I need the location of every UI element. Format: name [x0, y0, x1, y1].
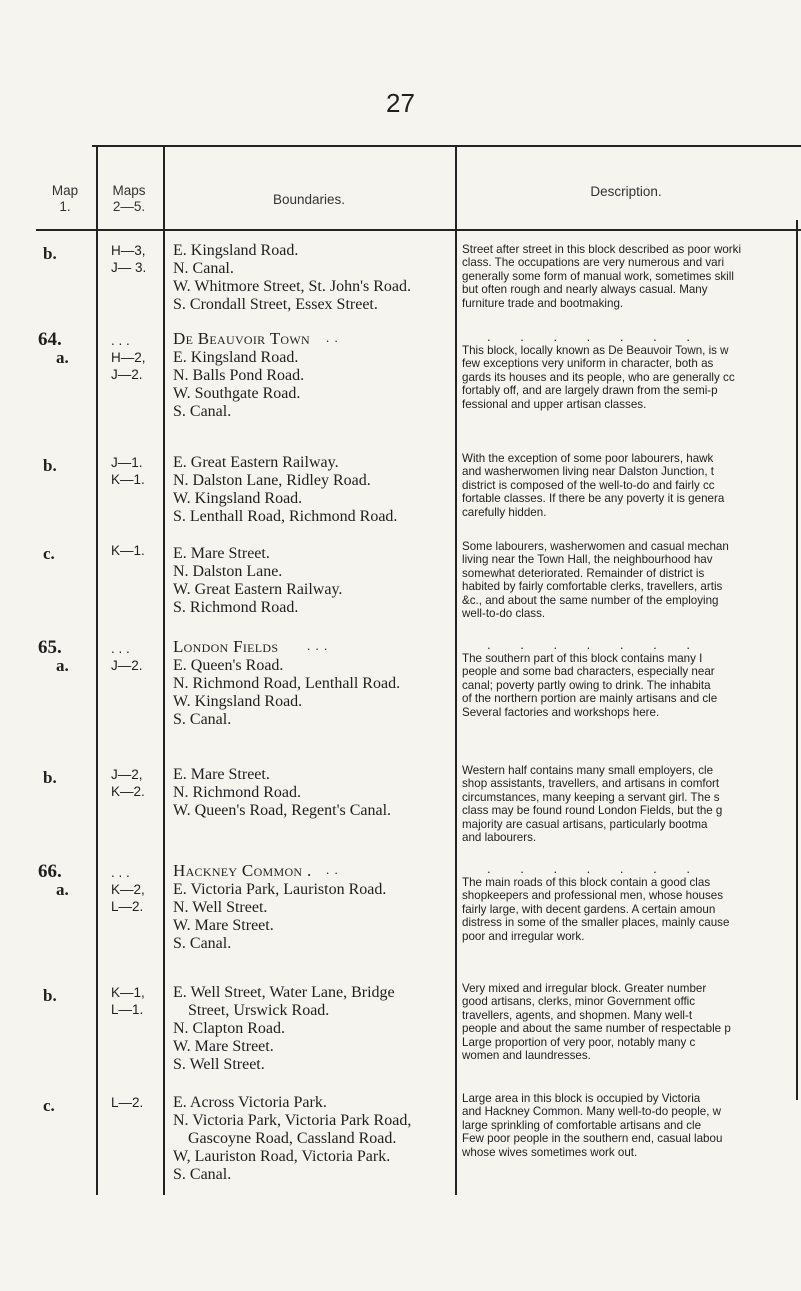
boundaries-list: London Fields E. Queen's Road. N. Richmond Road, Lenthall Road. W. Kingsland Road. S. Canal.	[173, 638, 458, 729]
sub-label: a.	[56, 656, 69, 675]
map-number: 64.	[38, 329, 62, 350]
header-maps: Maps 2—5.	[112, 183, 146, 214]
sub-label: a.	[56, 880, 69, 899]
sub-label: b.	[43, 244, 57, 263]
block-title: Hackney Common .	[173, 861, 312, 880]
description-text: Very mixed and irregular block. Greater number good artisans, clerks, minor Government offic travellers, agents, and shopmen. Many well-t people and about the same number of respectable p Large proportion of very poor, notably many c women and laundresses.	[462, 982, 731, 1063]
boundaries-list: Hackney Common . E. Victoria Park, Lauriston Road. N. Well Street. W. Mare Street. S. Canal.	[173, 862, 458, 953]
col-rule-2	[163, 145, 165, 1195]
header-map: Map 1.	[51, 183, 79, 214]
sub-label: b.	[43, 768, 57, 787]
maps-ref: K—1.	[111, 543, 145, 558]
description-text: Western half contains many small employers, cle shop assistants, travellers, and artisans in comfort circumstances, many keeping a servant girl. The s class may be found round London Fields, but the g majority are casual artisans, particularly bootma and labourers.	[462, 764, 723, 845]
maps-ref: J—2, K—2.	[111, 767, 145, 799]
maps-ref: . . . J—2.	[111, 641, 143, 673]
boundaries-list: De Beauvoir Town E. Kingsland Road. N. Balls Pond Road. W. Southgate Road. S. Canal.	[173, 330, 458, 421]
maps-ref: K—1, L—1.	[111, 985, 145, 1017]
header-rule	[36, 229, 801, 231]
top-rule	[92, 145, 801, 147]
maps-ref: . . . K—2, L—2.	[111, 865, 145, 914]
boundaries-list: E. Great Eastern Railway. N. Dalston Lane, Ridley Road. W. Kingsland Road. S. Lenthall Road, Richmond Road.	[173, 454, 398, 525]
map-number: 65.	[38, 637, 62, 658]
description-text: Large area in this block is occupied by Victoria and Hackney Common. Many well-to-do people, w large sprinkling of comfortable artisans and cle Few poor people in the southern end, casual labou whose wives sometimes work out.	[462, 1092, 723, 1159]
boundaries-list: E. Across Victoria Park. N. Victoria Park, Victoria Park Road, Gascoyne Road, Cassland Road. W, Lauriston Road, Victoria Park. S. Canal.	[173, 1094, 412, 1183]
block-title: London Fields	[173, 637, 279, 656]
description-text: With the exception of some poor labourers, hawk and washerwomen living near Dalston Junction, t district is composed of the well-to-do and fairly cc fortable classes. If there be any poverty it is genera carefully hidden.	[462, 452, 725, 519]
maps-ref: . . . H—2, J—2.	[111, 333, 146, 382]
sub-label: a.	[56, 348, 69, 367]
maps-ref: L—2.	[111, 1095, 144, 1110]
boundaries-list: E. Mare Street. N. Dalston Lane. W. Great Eastern Railway. S. Richmond Road.	[173, 545, 343, 616]
title-leader-dots: . .	[326, 330, 339, 345]
title-leader-dots: . . .	[307, 638, 329, 653]
description-text: Street after street in this block described as poor worki class. The occupations are very numerous and vari generally some form of manual work, sometimes skill but often rough and nearly always casual. Many furniture trade and bootmaking.	[462, 243, 742, 310]
sub-label: c.	[43, 1096, 55, 1115]
description-text: . . . . . . . The southern part of this block contains many I people and some bad characters, especially near canal; poverty partly owing to drink. The inhabita of the northern portion are mainly artisans and cle Several factories and workshops here.	[462, 638, 718, 719]
page-number: 27	[386, 88, 415, 118]
header-description: Description.	[590, 184, 662, 199]
description-text: . . . . . . . The main roads of this block contain a good clas shopkeepers and professional men, whose houses fairly large, with decent gardens. A certain amoun distress in some of the smaller places, mainly cause poor and irregular work.	[462, 862, 730, 943]
title-leader-dots: . .	[326, 862, 339, 877]
map-number: 66.	[38, 861, 62, 882]
maps-ref: J—1. K—1.	[111, 455, 145, 487]
right-edge-rule	[796, 220, 798, 1100]
col-rule-1	[96, 145, 98, 1195]
sub-label: c.	[43, 544, 55, 563]
description-text: Some labourers, washerwomen and casual mechan living near the Town Hall, the neighbourhood hav somewhat deteriorated. Remainder of district is habited by fairly comfortable clerks, travellers, artis &c., and about the same number of the employing well-to-do class.	[462, 540, 729, 621]
maps-ref: H—3, J— 3.	[111, 243, 147, 275]
boundaries-list: E. Mare Street. N. Richmond Road. W. Queen's Road, Regent's Canal.	[173, 766, 392, 819]
boundaries-list: E. Kingsland Road. N. Canal. W. Whitmore Street, St. John's Road. S. Crondall Street, Essex Street.	[173, 242, 411, 313]
block-title: De Beauvoir Town	[173, 329, 310, 348]
description-text: . . . . . . . This block, locally known as De Beauvoir Town, is w few exceptions very uniform in character, both as gards its houses and its people, who are generally cc fortably off, and are largely drawn from the semi-p fessional and upper artisan classes.	[462, 330, 735, 411]
boundaries-list: E. Well Street, Water Lane, Bridge Street, Urswick Road. N. Clapton Road. W. Mare Street. S. Well Street.	[173, 984, 395, 1073]
sub-label: b.	[43, 986, 57, 1005]
sub-label: b.	[43, 456, 57, 475]
header-boundaries: Boundaries.	[272, 192, 346, 207]
